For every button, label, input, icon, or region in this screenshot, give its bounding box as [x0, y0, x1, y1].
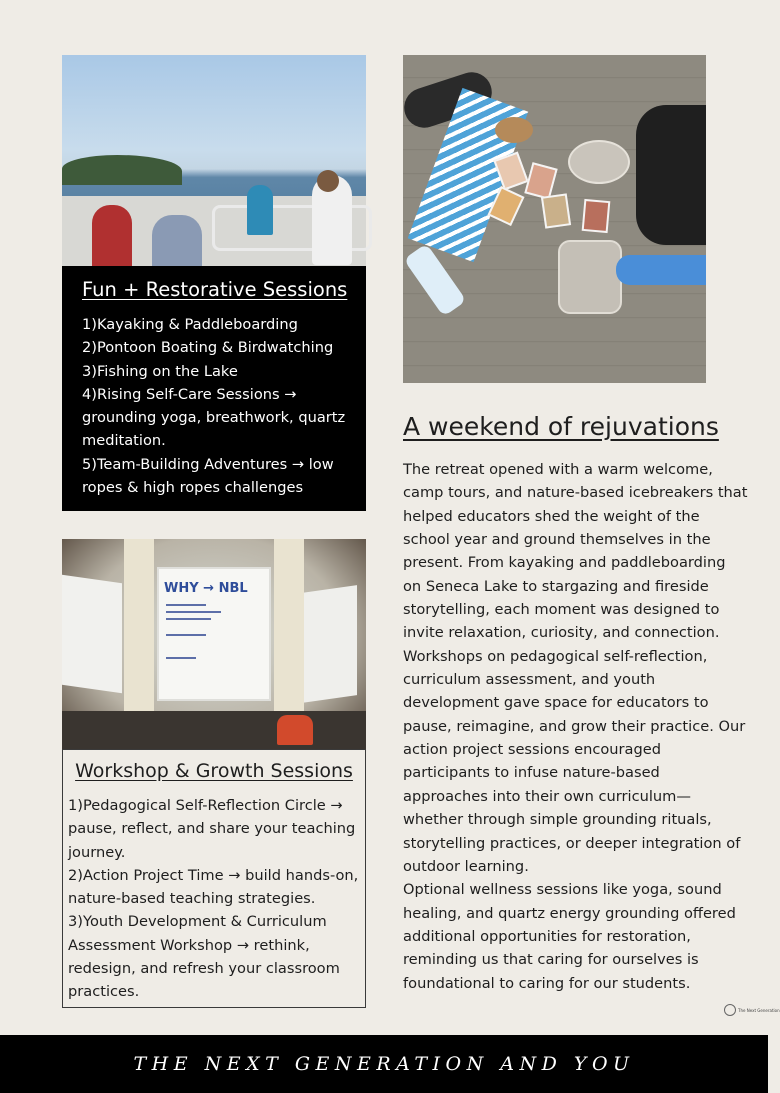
fun-restorative-sessions-box	[62, 266, 366, 511]
list-item: 2)Pontoon Boating & Birdwatching	[82, 339, 334, 357]
list-item: 5)Team-Building Adventures → low ropes & high ropes challenges	[82, 455, 334, 497]
list-item: 2)Action Project Time → build hands-on, nature-based teaching strategies.	[68, 866, 359, 908]
list-item: 4)Rising Self-Care Sessions → grounding yoga, breathwork, quartz meditation.	[82, 385, 346, 450]
fun-sessions-title: Fun + Restorative Sessions	[82, 278, 348, 301]
footer-text: THE NEXT GENERATION AND YOU	[133, 1053, 635, 1075]
logo-text: The Next Generation	[738, 1007, 780, 1013]
article-body	[403, 458, 748, 995]
footer-bar	[0, 1035, 768, 1093]
workshop-sessions-list	[68, 794, 365, 1004]
article-paragraph: Optional wellness sessions like yoga, sound healing, and quartz energy grounding offered additional opportunities for restoration, reminding us that caring for ourselves is foundational to caring for our students.	[403, 881, 736, 992]
fun-sessions-list	[82, 313, 346, 499]
list-item: 1)Kayaking & Paddleboarding	[82, 316, 298, 333]
article-heading: A weekend of rejuvations	[403, 412, 719, 441]
list-item: 3)Fishing on the Lake	[82, 362, 238, 380]
whiteboard-title: WHY → NBL	[164, 581, 248, 596]
group-circle-activity-photo	[403, 55, 706, 383]
list-item: 3)Youth Development & Curriculum Assessment Workshop → rethink, redesign, and refresh your classroom practices.	[68, 913, 340, 1001]
article-paragraph: The retreat opened with a warm welcome, camp tours, and nature-based icebreakers that helped educators shed the weight of the school year and ground themselves in the present. From kayaking and paddleboarding on Seneca Lake to stargazing and fireside storytelling, each moment was designed to invite relaxation, curiosity, and connection. Workshops on pedagogical self-reflection, curriculum assessment, and youth development gave space for educators to pause, reimagine, and grow their practice. Our action project sessions encouraged participants to infuse nature-based approaches into their own curriculum—whether through simple grounding rituals, storytelling practices, or deeper integration of outdoor learning.	[403, 461, 748, 875]
whiteboard-workshop-photo	[62, 539, 366, 749]
pontoon-boat-photo	[62, 55, 366, 266]
organization-logo	[724, 1004, 780, 1016]
logo-icon	[724, 1004, 736, 1016]
workshop-sessions-title: Workshop & Growth Sessions	[75, 760, 353, 782]
workshop-growth-sessions-box	[62, 749, 366, 1008]
list-item: 1)Pedagogical Self-Reflection Circle → pause, reflect, and share your teaching journey.	[68, 797, 356, 861]
